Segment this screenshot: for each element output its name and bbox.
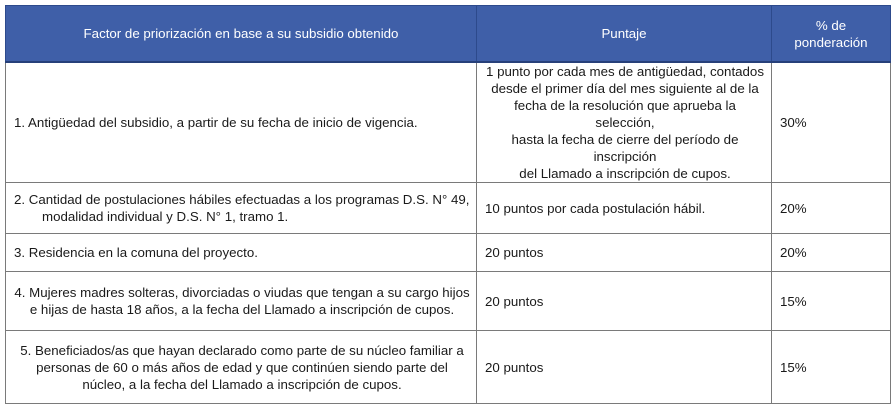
factor-line: núcleo, a la fecha del Llamado a inscripción de cupos. bbox=[82, 376, 402, 392]
factor-line: 3. Residencia en la comuna del proyecto. bbox=[14, 245, 258, 260]
puntaje-line: desde el primer día del mes siguiente al de la bbox=[491, 81, 759, 96]
ponderacion-cell: 30% bbox=[772, 62, 891, 183]
table-row bbox=[6, 234, 891, 272]
header-ponderacion: % de ponderación bbox=[772, 6, 891, 63]
puntaje-cell bbox=[477, 272, 772, 331]
factor-line: modalidad individual y D.S. N° 1, tramo 1. bbox=[42, 209, 289, 224]
priorization-table-container bbox=[5, 5, 890, 404]
factor-line: 5. Beneficiados/as que hayan declarado como parte de su núcleo familiar a bbox=[20, 342, 464, 358]
puntaje-cell bbox=[477, 234, 772, 272]
ponderacion-cell: 20% bbox=[772, 183, 891, 234]
factor-line: 2. Cantidad de postulaciones hábiles efectuadas a los programas D.S. N° 49, bbox=[14, 192, 470, 207]
ponderacion-cell: 15% bbox=[772, 331, 891, 404]
factor-line: 4. Mujeres madres solteras, divorciadas o viudas que tengan a su cargo hijos bbox=[14, 285, 470, 300]
puntaje-line: 10 puntos por cada postulación hábil. bbox=[485, 200, 706, 216]
table-row bbox=[6, 183, 891, 234]
factor-cell bbox=[6, 62, 477, 183]
puntaje-line: del Llamado a inscripción de cupos. bbox=[519, 166, 731, 181]
priorization-table bbox=[5, 5, 891, 404]
puntaje-cell bbox=[477, 183, 772, 234]
table-row bbox=[6, 331, 891, 404]
header-puntaje: Puntaje bbox=[477, 6, 772, 63]
factor-cell bbox=[6, 331, 477, 404]
factor-line: 1. Antigüedad del subsidio, a partir de su fecha de inicio de vigencia. bbox=[14, 115, 418, 130]
factor-line: personas de 60 o más años de edad y que continúen siendo parte del bbox=[36, 359, 448, 375]
factor-cell bbox=[6, 183, 477, 234]
table-header-row bbox=[6, 6, 891, 63]
puntaje-line: 20 puntos bbox=[485, 293, 544, 309]
puntaje-line: fecha de la resolución que aprueba la selección, bbox=[514, 98, 736, 130]
puntaje-line: 20 puntos bbox=[485, 359, 544, 375]
factor-cell bbox=[6, 272, 477, 331]
ponderacion-cell: 20% bbox=[772, 234, 891, 272]
puntaje-line: 20 puntos bbox=[485, 245, 544, 260]
puntaje-line: 1 punto por cada mes de antigüedad, contados bbox=[486, 64, 764, 79]
puntaje-cell bbox=[477, 331, 772, 404]
factor-line: e hijas de hasta 18 años, a la fecha del Llamado a inscripción de cupos. bbox=[29, 302, 455, 317]
factor-cell bbox=[6, 234, 477, 272]
puntaje-line: hasta la fecha de cierre del período de inscripción bbox=[511, 132, 739, 164]
puntaje-cell bbox=[477, 62, 772, 183]
table-row bbox=[6, 62, 891, 183]
ponderacion-cell: 15% bbox=[772, 272, 891, 331]
table-row bbox=[6, 272, 891, 331]
header-factor: Factor de priorización en base a su subsidio obtenido bbox=[6, 6, 477, 63]
